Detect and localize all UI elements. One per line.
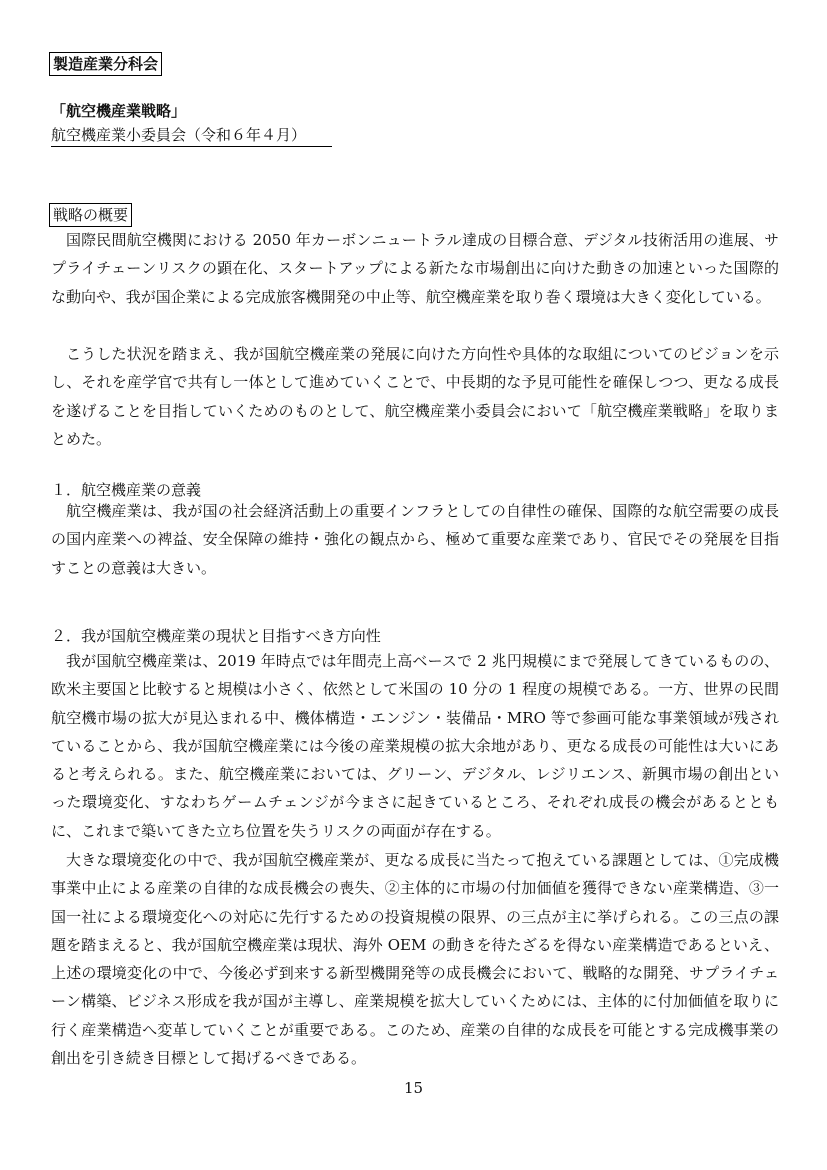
section-1-paragraph: 航空機産業は、我が国の社会経済活動上の重要インフラとしての自律性の確保、国際的な航空需要の成長の国内産業への裨益、安全保障の維持・強化の観点から、極めて重要な産業であり、官民でその発展を目指すことの意義は大きい。 [51, 502, 779, 577]
page-number: 15 [403, 1079, 424, 1097]
overview-paragraph: 国際民間航空機関における 2050 年カーボンニュートラル達成の目標合意、デジタル技術活用の進展、サプライチェーンリスクの顕在化、スタートアップによる新たな市場創出に向けた動きの加速といった国際的な動向や、我が国企業による完成旅客機開発の中止等、航空機産業を取り巻く環境は大きく変化している。 [51, 231, 779, 306]
overview-paragraph: こうした状況を踏まえ、我が国航空機産業の発展に向けた方向性や具体的な取組についてのビジョンを示し、それを産学官で共有し一体として進めていくことで、中長期的な予見可能性を確保しつつ、更なる成長を遂げることを目指していくためのものとして、航空機産業小委員会において「航空機産業戦略」を取りまとめた。 [51, 345, 779, 448]
section-2-paragraph: 我が国航空機産業は、2019 年時点では年間売上高ベースで 2 兆円規模にまで発展してきているものの、欧米主要国と比較すると規模は小さく、依然として米国の 10 分の 1 程度の規模である。一方、世界の民間航空機市場の拡大が見込まれる中、機体構造・エンジン・装備品・MRO 等で参画可能な事業領域が残されていることから、我が国航空機産業には今後の産業規模の拡大余地があり、更なる成長の可能性は大いにあると考えられる。また、航空機産業においては、グリーン、デジタル、レジリエンス、新興市場の創出といった環境変化、すなわちゲームチェンジが今まさに起きているところ、それぞれ成長の機会があるとともに、これまで築いてきた立ち位置を失うリスクの両面が存在する。 [51, 652, 779, 840]
overview-label: 戦略の概要 [49, 203, 132, 227]
section-1-heading: １．航空機産業の意義 [51, 481, 202, 499]
document-subtitle: 航空機産業小委員会（令和６年４月） [51, 124, 332, 147]
section-2-heading: ２．我が国航空機産業の現状と目指すべき方向性 [51, 627, 381, 645]
document-title: 「航空機産業戦略」 [51, 102, 187, 120]
section-tag: 製造産業分科会 [49, 52, 162, 76]
section-2-paragraph: 大きな環境変化の中で、我が国航空機産業が、更なる成長に当たって抱えている課題としては、①完成機事業中止による産業の自律的な成長機会の喪失、②主体的に市場の付加価値を獲得できない産業構造、③一国一社による環境変化への対応に先行するための投資規模の限界、の三点が主に挙げられる。この三点の課題を踏まえると、我が国航空機産業は現状、海外 OEM の動きを待たざるを得ない産業構造であるといえ、上述の環境変化の中で、今後必ず到来する新型機開発等の成長機会において、戦略的な開発、サプライチェーン構築、ビジネス形成を我が国が主導し、産業規模を拡大していくためには、主体的に付加価値を取りに行く産業構造へ変革していくことが重要である。このため、産業の自律的な成長を可能とする完成機事業の創出を引き続き目標として掲げるべきである。 [51, 851, 779, 1068]
